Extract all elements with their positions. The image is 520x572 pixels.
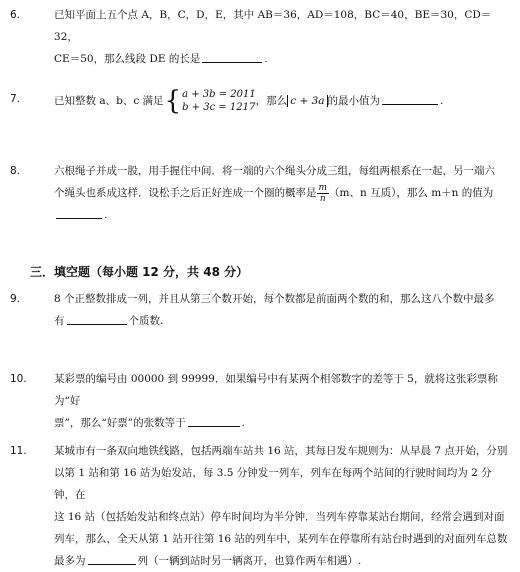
fraction: $\frac{m}{n}$ (318, 182, 328, 204)
equation-system: a + 3b = 2011 b + 3c = 1217 (182, 89, 256, 113)
answer-blank[interactable] (188, 414, 240, 427)
question-text-line: 以第 1 站和第 16 站为始发站，每 3.5 分钟发一列车，列车在每两个站间的行驶时间均为 2 分钟，在 (54, 467, 492, 501)
question-text-line: 最多为 列（一辆到站时另一辆离开，也算作两车相遇）. (54, 550, 510, 572)
question-6 (10, 4, 510, 70)
question-number: 6. (10, 9, 21, 21)
question-number: 9. (10, 293, 21, 305)
question-9 (10, 288, 510, 332)
answer-blank[interactable] (202, 50, 262, 63)
absolute-value: c + 3a (287, 95, 327, 107)
question-10 (10, 368, 510, 434)
question-text-line: 有 个质数. (54, 310, 510, 332)
question-text-line: 个绳头也系成这样．设松手之后正好连成一个圈的概率是 $\frac{m}{n}$ （m、n 互质），那么 m＋n 的值为 (54, 182, 494, 204)
question-text-line: 票”，那么“好票”的张数等于 . (54, 412, 510, 434)
answer-blank[interactable] (67, 312, 127, 325)
question-number: 8. (10, 165, 21, 177)
question-text-line: 8 个正整数排成一列，并且从第三个数开始，每个数都是前面两个数的和，那么这八个数中最多 (54, 293, 495, 305)
answer-blank[interactable] (56, 206, 102, 219)
brace-symbol: { (164, 86, 182, 116)
question-text-line: . (54, 204, 510, 226)
answer-blank[interactable] (88, 552, 136, 565)
question-text-line: 已知整数 a、b、c 满足{ a + 3b = 2011 b + 3c = 1217 ，那么 c + 3a 的最小值为 . (54, 86, 444, 116)
question-11 (10, 440, 510, 572)
question-7 (10, 88, 510, 114)
question-text-line: 列车，那么，全天从第 1 站开往第 16 站的列车中，某列车在停靠所有站台时遇到的对面列车总数 (54, 533, 508, 545)
question-text-line: 这 16 站（包括始发站和终点站）停车时间均为半分钟．当列车停靠某站台期间，经常会遇到对面 (54, 511, 505, 523)
question-text-line: 某城市有一条双向地铁线路，包括两端车站共 16 站，其每日发车规则为：从早晨 7 点开始，分别 (54, 445, 508, 457)
question-number: 7. (10, 93, 21, 105)
question-text-line: CE＝50，那么线段 DE 的长是 . (54, 48, 510, 70)
question-number: 10. (10, 373, 27, 385)
question-text-line: 六根绳子并成一股，用手握住中间．将一端的六个绳头分成三组，每组两根系在一起，另一端六 (54, 165, 495, 177)
section-heading: 三．填空题（每小题 12 分，共 48 分） (30, 265, 249, 279)
question-text-line: 某彩票的编号由 00000 到 99999．如果编号中有某两个相邻数字的差等于 5，就将这张彩票称为“好 (54, 373, 498, 407)
question-8 (10, 160, 510, 226)
question-text-line: 已知平面上五个点 A，B，C，D，E，其中 AB＝36，AD＝108，BC＝40，BE＝30，CD＝32， (54, 9, 492, 43)
question-number: 11. (10, 445, 27, 457)
answer-blank[interactable] (382, 92, 438, 105)
